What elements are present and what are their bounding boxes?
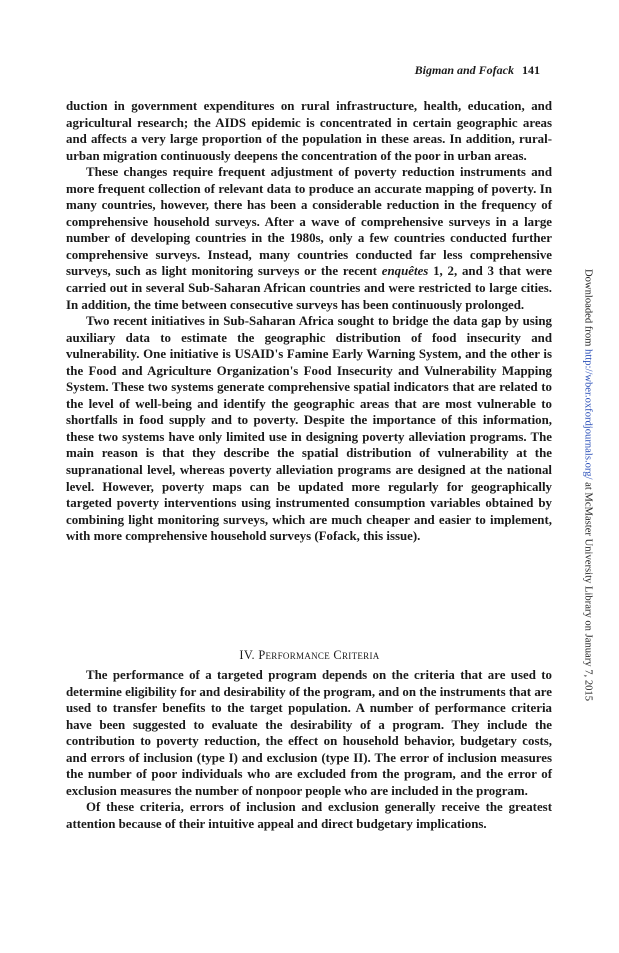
download-notice-prefix: Downloaded from xyxy=(582,268,594,350)
page-number: 141 xyxy=(522,63,540,77)
section-title: Performance Criteria xyxy=(258,648,380,662)
paragraph-2 xyxy=(66,164,552,313)
paragraph-1: duction in government expenditures on rural infrastructure, health, education, and agricultural research; the AIDS epidemic is concentrated in certain geographic areas and affects a very large proportion of the population in these areas. In addition, rural-urban migration continuously deepens the concentration of the poor in urban areas. xyxy=(66,99,552,163)
download-notice-suffix: at McMaster University Library on January 7, 2015 xyxy=(582,479,594,702)
paragraph-2-italic-term: enquêtes xyxy=(381,264,429,279)
paragraph-3-text-a: Two recent initiatives in Sub-Saharan Africa sought to bridge the data gap by using auxiliary data to estimate the geographic distribution of food insecurity and vulnerability. One initiative is xyxy=(66,314,552,362)
paragraph-3-text-b: 's Famine Early Warning System, and the other is the Food and Agriculture Organization's Food Insecurity and Vulnerability Mapping System. These two systems generate comprehensive spatial indicators that are related to the level of well-being and identify the geographic areas that are most vulnerable to shortfalls in food supply and to poverty. Despite the importance of this information, these two systems have only limited use in designing poverty alleviation programs. The main reason is that they describe the spatial distribution of vulnerability at the supranational level, whereas poverty alleviation programs are designed at the national level. However, poverty maps can be updated more regularly for geographically targeted poverty interventions using instrumented consumption variables obtained by combining light monitoring surveys, which are much cheaper and easier to implement, with more comprehensive household surveys (Fofack, this issue). xyxy=(66,347,553,544)
paragraph-3-abbreviation: USAID xyxy=(234,347,275,362)
paragraph-2-text-b: 1, 2, and 3 that were carried out in several Sub-Saharan African countries and were restricted to large cities. In addition, the time between consecutive surveys has been continuously prolonged. xyxy=(66,264,553,312)
download-notice-link[interactable]: http://wber.oxfordjournals.org/ xyxy=(582,349,594,480)
running-head-authors: Bigman and Fofack xyxy=(414,63,514,77)
paragraph-4: The performance of a targeted program depends on the criteria that are used to determine eligibility for and desirability of the program, and on the instruments that are used to transfer benefits to the target population. A number of performance criteria have been suggested to evaluate the desirability of a program. They include the contribution to poverty reduction, the effect on household behavior, budgetary costs, and errors of inclusion (type I) and exclusion (type II). The error of inclusion measures the number of poor individuals who are excluded from the program, and the error of exclusion measures the number of nonpoor people who are included in the program. xyxy=(66,668,552,798)
body-text-block-1 xyxy=(66,98,552,545)
paragraph-3 xyxy=(66,313,552,545)
running-header xyxy=(415,63,540,78)
section-number: IV. xyxy=(239,648,255,662)
download-notice xyxy=(583,269,594,701)
section-heading xyxy=(0,648,619,663)
paragraph-2-text-a: These changes require frequent adjustment of poverty reduction instruments and more frequent collection of relevant data to produce an accurate mapping of poverty. In many countries, however, there has been a considerable reduction in the frequency of comprehensive household surveys. After a wave of comprehensive surveys in a large number of developing countries in the 1980s, only a few countries conducted further comprehensive surveys. Instead, many countries conducted far less comprehensive surveys, such as light monitoring surveys or the recent xyxy=(66,165,552,279)
body-text-block-2 xyxy=(66,667,552,832)
paragraph-5: Of these criteria, errors of inclusion and exclusion generally receive the greatest attention because of their intuitive appeal and direct budgetary implications. xyxy=(66,800,552,831)
